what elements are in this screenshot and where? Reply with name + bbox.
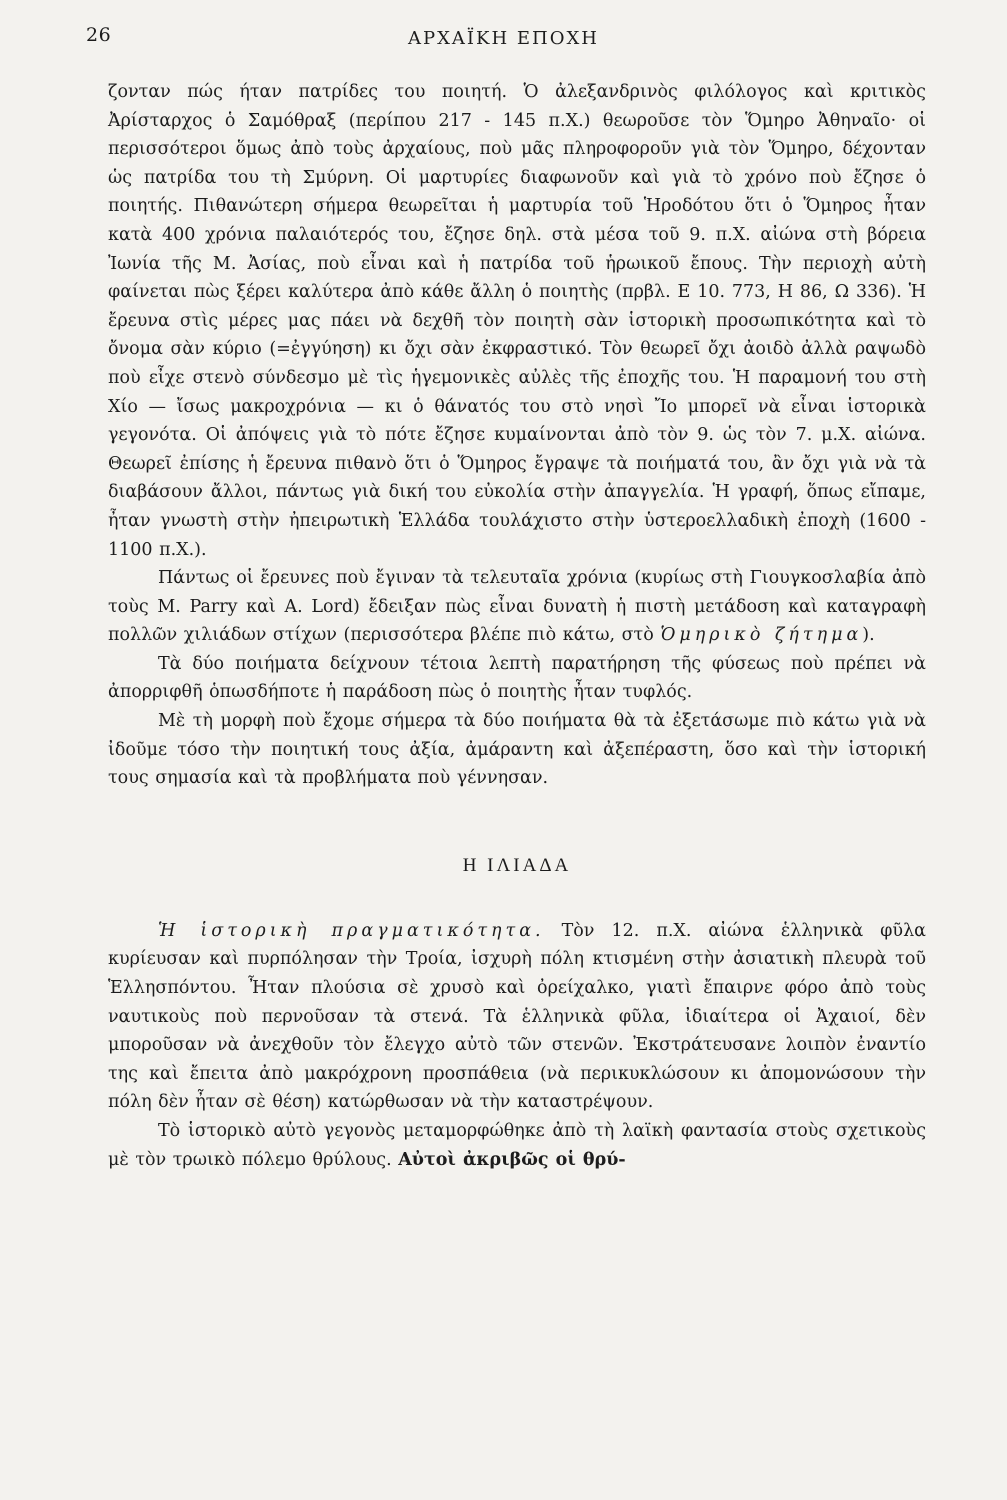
paragraph-oral-transmission: [108, 564, 926, 650]
paragraph-oral-transmission-end: ).: [862, 625, 875, 646]
legends-text: Τὸ ἱστορικὸ αὐτὸ γεγονὸς μεταμορφώθηκε ἀπὸ τὴ λαϊκὴ φαντασία στοὺς σχετικοὺς μὲ τὸν τρωικὸ πόλεμο θρύλους.: [108, 1121, 926, 1170]
section-heading-iliad: Η ΙΛΙΑΔΑ: [462, 854, 572, 876]
paragraph-blindness-tradition: Τὰ δύο ποιήματα δείχνουν τέτοια λεπτὴ παρατήρηση τῆς φύσεως ποὺ πρέπει νὰ ἀπορριφθῆ ὁπωσδήποτε ἡ παράδοση πὼς ὁ ποιητὴς ἦταν τυφλός.: [108, 653, 926, 703]
running-title: ΑΡΧΑΪΚΗ ΕΠΟΧΗ: [407, 28, 599, 49]
historical-reality-text: Τὸν 12. π.Χ. αἰώνα ἑλληνικὰ φῦλα κυρίευσαν καὶ πυρπόλησαν τὴν Τροία, ἰσχυρὴ πόλη κτισμένη στὴν ἀσιατικὴ πλευρὰ τοῦ Ἑλλησπόντου. Ἦταν πλούσια σὲ χρυσὸ καὶ ὀρείχαλκο, γιατὶ ἔπαιρνε φόρο ἀπὸ τοὺς ναυτικοὺς ποὺ περνοῦσαν τὰ στενά. Τὰ ἑλληνικὰ φῦλα, ἰδιαίτερα οἱ Ἀχαιοί, δὲν μποροῦσαν νὰ ἀνεχθοῦν τὸν ἔλεγχο αὐτὸ τῶν στενῶν. Ἐκστράτευσανε λοιπὸν ἐναντίο της καὶ ἔπειτα ἀπὸ μακρόχρονη προσπάθεια (νὰ περικυκλώσουν κι ἀπομονώσουν τὴν πόλη δὲν ἦταν σὲ θέση) κατώρθωσαν νὰ τὴν καταστρέψουν.: [108, 920, 926, 1113]
paragraph-historical-reality: [108, 917, 926, 1117]
paragraph-homer-origins: ζονταν πώς ήταν πατρίδες του ποιητή. Ὁ ἀλεξανδρινὸς φιλόλογος καὶ κριτικὸς Ἀρίσταρχος ὁ Σαμόθραξ (περίπου 217 - 145 π.Χ.) θεωροῦσε τὸν Ὅμηρο Ἀθηναῖο· οἱ περισσότεροι ὅμως ἀπὸ τοὺς ἀρχαίους, ποὺ μᾶς πληροφοροῦν γιὰ τὸν Ὅμηρο, δέχονταν ὡς πατρίδα του τὴ Σμύρνη. Οἱ μαρτυρίες διαφωνοῦν καὶ γιὰ τὸ χρόνο ποὺ ἔζησε ὁ ποιητής. Πιθανώτερη σήμερα θεωρεῖται ἡ μαρτυρία τοῦ Ἡροδότου ὅτι ὁ Ὅμηρος ἦταν κατὰ 400 χρόνια παλαιότερός του, ἔζησε δηλ. στὰ μέσα τοῦ 9. π.Χ. αἰώνα στὴ βόρεια Ἰωνία τῆς Μ. Ἀσίας, ποὺ εἶναι καὶ ἡ πατρίδα τοῦ ἡρωικοῦ ἔπους. Τὴν περιοχὴ αὐτὴ φαίνεται πὼς ξέρει καλύτερα ἀπὸ κάθε ἄλλη ὁ ποιητὴς (πρβλ. Ε 10. 773, Η 86, Ω 336). Ἡ ἔρευνα στὶς μέρες μας πάει νὰ δεχθῆ τὸν ποιητὴ σὰν ἱστορικὴ προσωπικότητα καὶ τὸ ὄνομα σὰν κύριο (=ἐγγύηση) κι ὄχι σὰν ἐκφραστικό. Τὸν θεωρεῖ ὄχι ἀοιδὸ ἀλλὰ ραψωδὸ ποὺ εἶχε στενὸ σύνδεσμο μὲ τὶς ἡγεμονικὲς αὐλὲς τῆς ἐποχῆς του. Ἡ παραμονή του στὴ Χίο — ἴσως μακροχρόνια — κι ὁ θάνατός του στὸ νησὶ Ἴο μπορεῖ νὰ εἶναι ἱστορικὰ γεγονότα. Οἱ ἀπόψεις γιὰ τὸ πότε ἔζησε κυμαίνονται ἀπὸ τὸν 9. ὡς τὸν 7. μ.Χ. αἰώνα. Θεωρεῖ ἐπίσης ἡ ἔρευνα πιθανὸ ὅτι ὁ Ὅμηρος ἔγραψε τὰ ποιήματά του, ἂν ὄχι γιὰ νὰ τὰ διαβάσουν ἄλλοι, πάντως γιὰ δική του εὐκολία στὴν ἀπαγγελία. Ἡ γραφή, ὅπως εἴπαμε, ἦταν γνωστὴ στὴν ἠπειρωτικὴ Ἑλλάδα τουλάχιστο στὴν ὑστεροελλαδικὴ ἐποχὴ (1600 - 1100 π.Χ.).: [108, 82, 926, 560]
page-number: 26: [86, 24, 112, 46]
paragraph-oral-transmission-text: Πάντως οἱ ἔρευνες ποὺ ἔγιναν τὰ τελευταῖα χρόνια (κυρίως στὴ Γιουγκοσλαβία ἀπὸ τοὺς M. Parry καὶ A. Lord) ἔδειξαν πὼς εἶναι δυνατὴ ἡ πιστὴ μετάδοση καὶ καταγραφὴ πολλῶν χιλιάδων στίχων (περισσότερα βλέπε πιὸ κάτω, στὸ: [108, 568, 926, 646]
historical-reality-lead: Ἡ ἱστορικὴ πραγματικότητα.: [158, 920, 545, 941]
paragraph-legends: [108, 1117, 926, 1174]
page-body: [108, 78, 926, 1174]
paragraph-poems-value: Μὲ τὴ μορφὴ ποὺ ἔχομε σήμερα τὰ δύο ποιήματα θὰ τὰ ἐξετάσωμε πιὸ κάτω γιὰ νὰ ἰδοῦμε τόσο τὴν ποιητική τους ἀξία, ἀμάραντη καὶ ἀξεπέραστη, ὅσο καὶ τὴν ἱστορική τους σημασία καὶ τὰ προβλήματα ποὺ γέννησαν.: [108, 711, 926, 789]
legends-emphasis: Αὐτοὶ ἀκριβῶς οἱ θρύ-: [398, 1149, 626, 1170]
homeric-question-term: Ὁμηρικὸ ζήτημα: [660, 625, 863, 646]
